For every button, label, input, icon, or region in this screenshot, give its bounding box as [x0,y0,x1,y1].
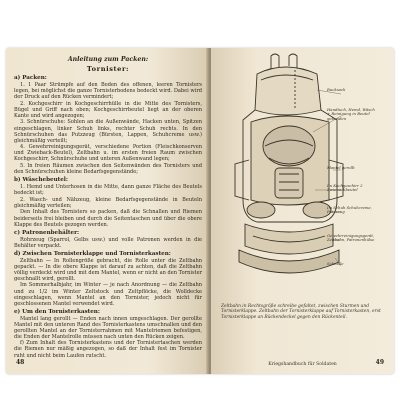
left-page [6,48,209,374]
paragraph: f) Zum Inhalt des Tornisterkastens und der Tornistertaschen werden die Riemen nur mäßig angezogen, so daß der Inhalt fest im Tornister ruht und nicht beim Laufen rutscht. [14,340,202,359]
subsection-heading: d) Zwischen Tornisterklappe und Tornisterkasten: [14,250,171,257]
paragraph: 3. Schnürschuhe: Sohlen an die Außenwände, Hacken unten, Spitzen eingeschlagen, linker Schuh links, rechter Schuh rechts. In den Schnürschuhen das Putzzeug (Bürsten, Lappen, Schuhcreme usw.) gleichmäßig verteilt; [14,119,202,144]
paragraph: 1. 1 Paar Strümpfe auf den Boden des offenen, leeren Tornisters legen, bei möglichst die ganze Tornisterbodens bedeckt wird. Dabei wird der Druck auf den Rücken vermindert; [14,82,202,101]
subsection-heading: b) Wäschebeutel: [14,177,68,184]
page-footer: Kriegshandbuch für Soldaten [268,362,337,367]
subsection-heading: a) Packen: [14,75,47,81]
paragraph: 2. Kochgeschirr in Kochgeschirrhülle in die Mitte des Tornisters, Bügel und Griff nach oben; Kochgeschirrbeutel liegt an der oberen Kante und wird angezogen; [14,100,202,119]
paragraph: Zeltbahn — In Rollengröße gebracht, die Rolle unter die Zeltbahn gepackt. — In die obere Klappe ist darauf zu achten, daß die Zeltbahn völlig verdeckt wird und mit dem Mantel, wenn er nicht an den Tornister geschnallt wird, gerollt. [14,257,202,282]
paragraph: 2. Wasch- und Nähzeug, kleine Bedarfsgegenstände in Beuteln gleichmäßig verteilen; [14,196,202,209]
callout-6: Gewehrreinigungsgerät, Zeltbahn, Patronenhülse [327,233,375,243]
callout-3: Mantel gerollt [327,165,355,170]
callout-2: Handtuch, Hemd, Wäsch + Reinigung in Beutel gebunden [327,107,375,121]
page-number-left: 48 [16,359,25,366]
figure-caption: Zeltbahn in Rechtsgröße schreibe gefaltet, zwischen Sturmen und Tornisterklappe. Zeltbahn der Tornisterklappe auf Tornisterkasten, erst Tornisterklappe an Rückendeckel gegen den Rückenteil. [221,304,381,320]
paragraph: Mantel lang gerollt — Enden nach innen umgeschlagen. Der gerollte Mantel mit den unteren Rand des Tornisterkastens umschnallen und den gerollten Mantel an der Tornisterrahmen mit Mantelriemen befestigen, die Enden der Mantelrolle müssen nach unten den Rücken zeigen. [14,315,202,340]
paragraph: 5. In freien Räumen zwischen den Seitenwänden des Tornisters und den Schnürschuhen kleine Bedarfsgegenstände; [14,162,202,176]
open-book [6,48,394,374]
callout-7: Schnalle [327,261,344,266]
subsection-heading: c) Patronenbehälter: [14,229,80,236]
callout-4: Im Kochgeschirr 2 Zwiebackbeutel [327,183,363,193]
paragraph: 4. Gewehrreinigungsgerät, verschiedene Portion (Fleischkonserven und Zwieback-Beutel), Zeltbahn u. im ersten freien Raum zwischen Kochgeschirr, Schnürschuhe und unteren Außenwand legen; [14,144,202,163]
left-page-text-column [14,52,202,359]
right-page [211,48,394,374]
paragraph: 1. Hemd und Unterhosen in die Mitte, dann ganze Fläche des Beutels bedeckt ist; [14,184,202,197]
callout-5: Im Schuh Schuhcreme, Putzzeug [327,205,372,215]
paragraph: Den Inhalt des Tornisters so packen, daß die Schnallen und Riemen beiderseits frei bleiben und durch die Seitentaschen und über die obere Klappe des Beutels gezogen werden. [14,209,202,228]
callout-1: Rucksack [327,87,346,92]
section-heading: Tornister: [86,65,130,73]
subsection-heading: e) Um den Tornisterkasten: [14,308,100,315]
paragraph: Rohrzeug (Sparrol, Gelbs usw.) und volle Patronen werden in die Behälter verpackt. [14,236,202,249]
page-title: Anleitung zum Packen: [67,56,149,63]
page-number-right: 49 [375,359,384,366]
paragraph: Im Sommerhalbjahr, im Winter — je nach Anordnung — die Zeltbahn und zu 1/2 im Winter Zeltstock und Zeltpflöcke, die Wolldecke eingeschlagen, wenn Mantel an den Tornister, jedoch nicht für geschlossenen Mantel verwendet wird. [14,282,202,307]
